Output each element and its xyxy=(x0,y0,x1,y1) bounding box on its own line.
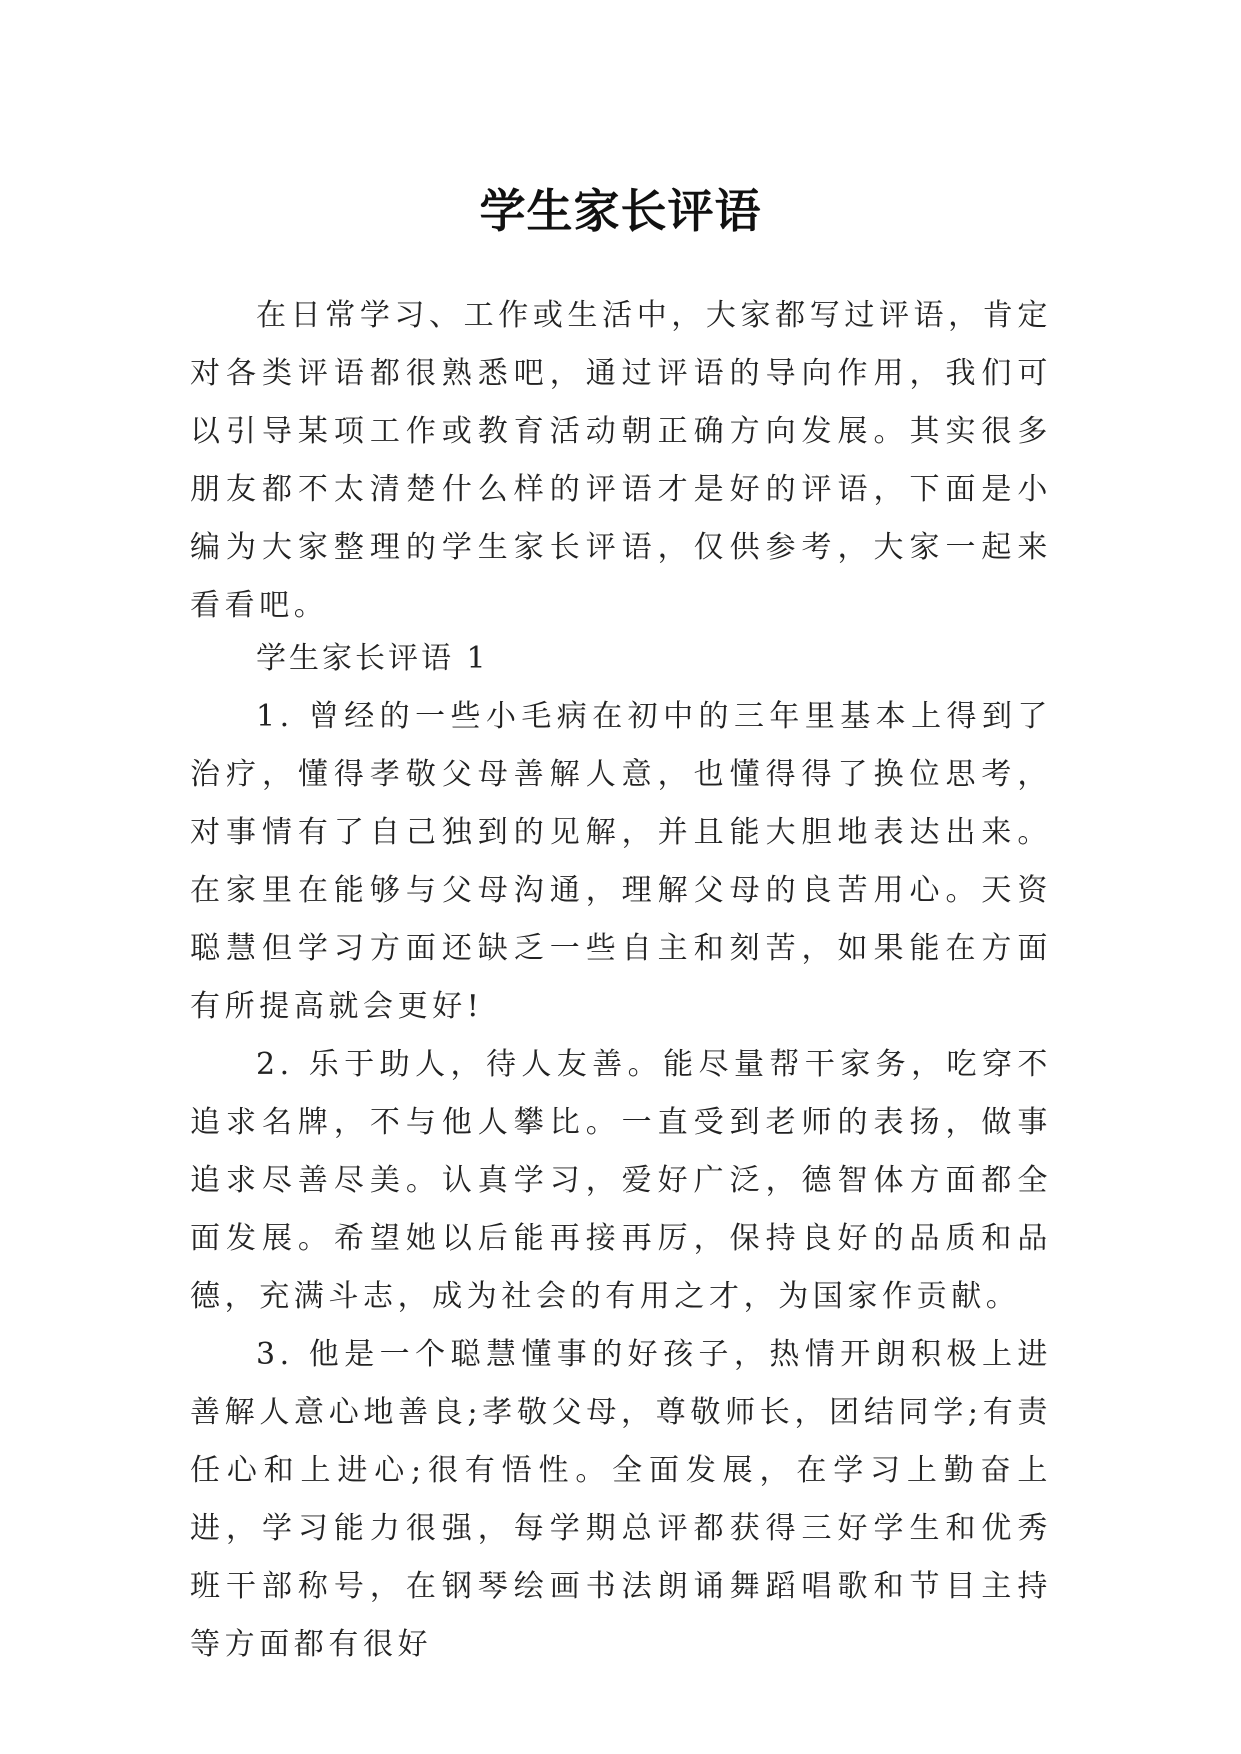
intro-paragraph: 在日常学习、工作或生活中，大家都写过评语，肯定对各类评语都很熟悉吧，通过评语的导向作用，我们可以引导某项工作或教育活动朝正确方向发展。其实很多朋友都不太清楚什么样的评语才是好的评语，下面是小编为大家整理的学生家长评语，仅供参考，大家一起来看看吧。 xyxy=(190,298,1052,623)
document-title: 学生家长评语 xyxy=(479,183,762,238)
section-heading: 学生家长评语 1 xyxy=(256,641,489,676)
comment-item-1: 1. 曾经的一些小毛病在初中的三年里基本上得到了治疗，懂得孝敬父母善解人意，也懂得得了换位思考，对事情有了自己独到的见解，并且能大胆地表达出来。在家里在能够与父母沟通，理解父母的良苦用心。天资聪慧但学习方面还缺乏一些自主和刻苦，如果能在方面有所提高就会更好! xyxy=(190,699,1052,1024)
comments-section xyxy=(190,630,1052,1674)
intro-block xyxy=(190,287,1052,635)
comment-item-3: 3. 他是一个聪慧懂事的好孩子，热情开朗积极上进善解人意心地善良;孝敬父母，尊敬师长，团结同学;有责任心和上进心;很有悟性。全面发展，在学习上勤奋上进，学习能力很强，每学期总评都获得三好学生和优秀班干部称号，在钢琴绘画书法朗诵舞蹈唱歌和节目主持等方面都有很好 xyxy=(190,1337,1052,1662)
comment-item-2: 2. 乐于助人，待人友善。能尽量帮干家务，吃穿不追求名牌，不与他人攀比。一直受到老师的表扬，做事追求尽善尽美。认真学习，爱好广泛，德智体方面都全面发展。希望她以后能再接再厉，保持良好的品质和品德，充满斗志，成为社会的有用之才，为国家作贡献。 xyxy=(190,1047,1052,1314)
